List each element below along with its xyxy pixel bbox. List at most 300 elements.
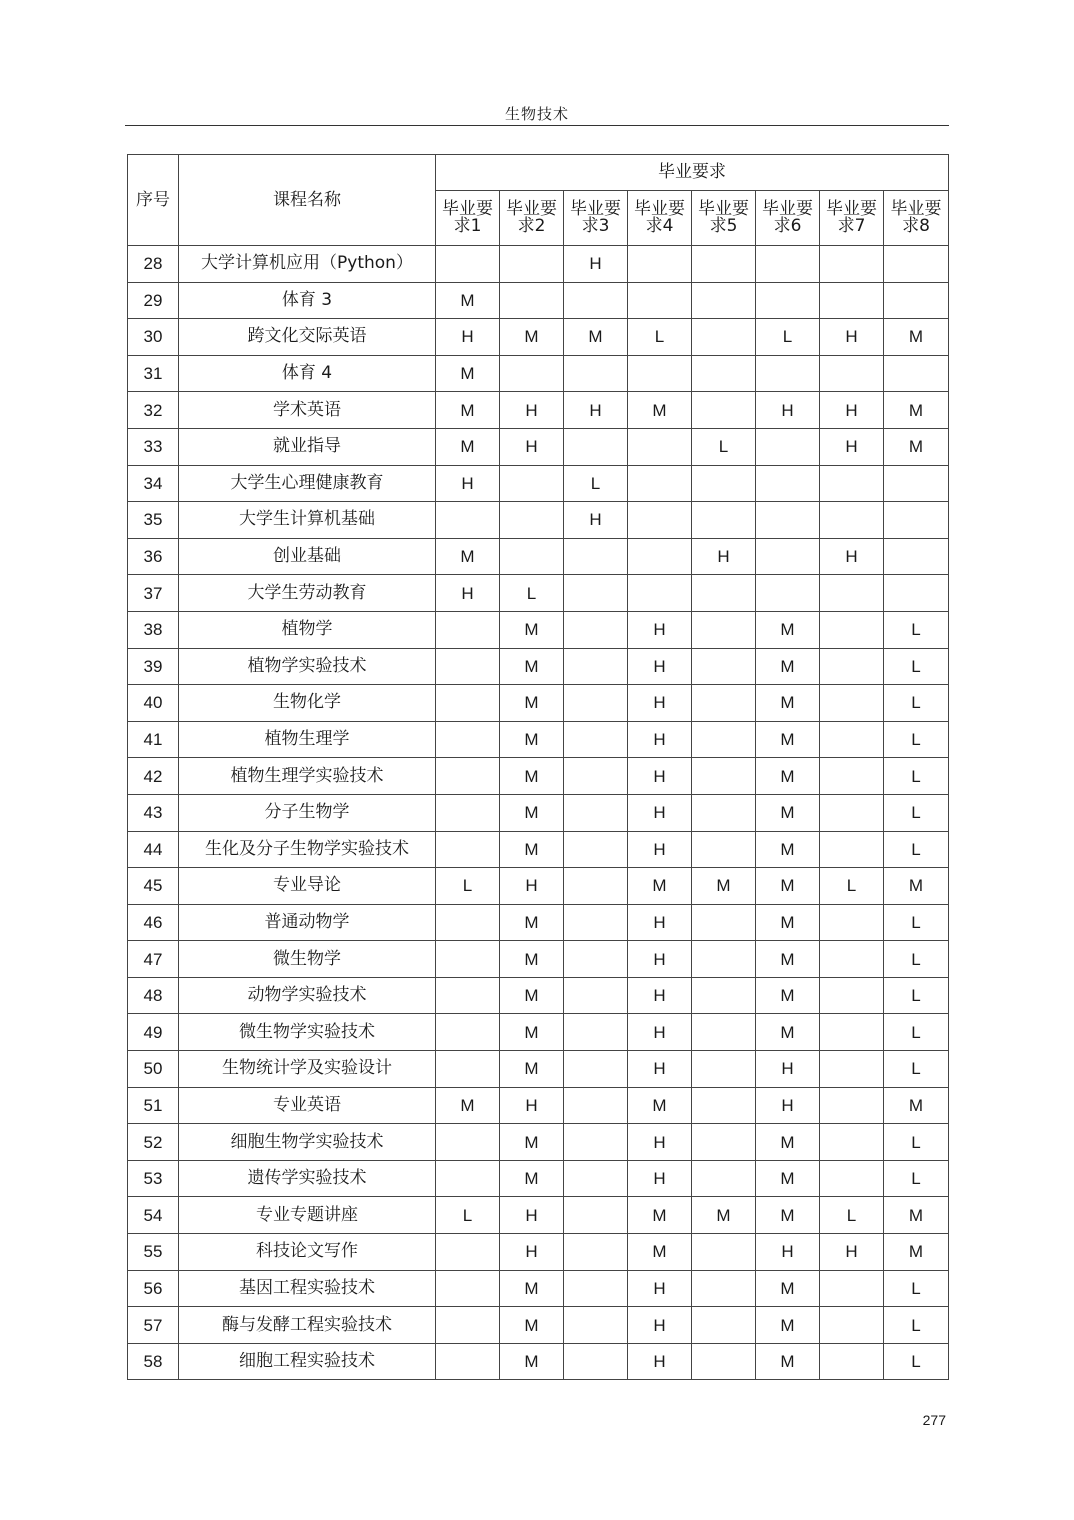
requirement-level-cell: M: [756, 685, 820, 722]
row-index: 36: [128, 538, 179, 575]
requirement-level-cell: [628, 502, 692, 539]
requirement-level-cell: [436, 1234, 500, 1271]
requirement-level-cell: L: [820, 868, 884, 905]
table-row: [128, 1160, 949, 1197]
requirement-level-cell: L: [884, 794, 949, 831]
requirement-level-cell: [500, 502, 564, 539]
requirement-level-cell: [436, 977, 500, 1014]
running-header-title: 生物技术: [504, 105, 569, 123]
requirement-level-cell: H: [628, 611, 692, 648]
table-row: [128, 355, 949, 392]
requirement-level-cell: [820, 282, 884, 319]
requirement-level-cell: M: [436, 1087, 500, 1124]
requirement-level-cell: [564, 941, 628, 978]
header-requirement-3: 毕业要求3: [564, 191, 628, 246]
requirement-level-cell: M: [884, 1234, 949, 1271]
requirement-level-cell: L: [436, 868, 500, 905]
requirement-level-cell: L: [884, 1270, 949, 1307]
course-name: 体育 4: [179, 355, 436, 392]
requirement-level-cell: [692, 1160, 756, 1197]
requirement-level-cell: [628, 246, 692, 283]
requirement-level-cell: H: [500, 392, 564, 429]
table-row: [128, 1307, 949, 1344]
requirement-level-cell: [884, 246, 949, 283]
requirement-level-cell: [820, 1014, 884, 1051]
course-name: 植物生理学: [179, 721, 436, 758]
requirement-level-cell: [692, 502, 756, 539]
requirement-level-cell: [692, 1014, 756, 1051]
requirement-level-cell: L: [884, 685, 949, 722]
course-name: 微生物学实验技术: [179, 1014, 436, 1051]
requirement-level-cell: L: [884, 1051, 949, 1088]
requirement-level-cell: M: [756, 794, 820, 831]
requirement-level-cell: [564, 611, 628, 648]
requirement-level-cell: M: [628, 1234, 692, 1271]
table-row: [128, 1014, 949, 1051]
requirement-level-cell: [436, 1270, 500, 1307]
header-course-name: 课程名称: [179, 155, 436, 246]
header-requirement-8: 毕业要求8: [884, 191, 949, 246]
requirement-level-cell: M: [756, 1014, 820, 1051]
requirement-level-cell: L: [884, 1307, 949, 1344]
requirement-level-cell: H: [628, 941, 692, 978]
header-requirement-4: 毕业要求4: [628, 191, 692, 246]
requirement-level-cell: M: [884, 1087, 949, 1124]
requirement-level-cell: [820, 246, 884, 283]
requirement-level-cell: M: [500, 1160, 564, 1197]
table-row: [128, 868, 949, 905]
requirement-level-cell: M: [756, 1197, 820, 1234]
requirement-level-cell: M: [756, 721, 820, 758]
requirement-level-cell: [820, 758, 884, 795]
row-index: 53: [128, 1160, 179, 1197]
requirement-level-cell: H: [436, 465, 500, 502]
requirement-level-cell: M: [756, 1124, 820, 1161]
requirement-level-cell: [436, 246, 500, 283]
requirement-level-cell: M: [436, 428, 500, 465]
requirement-level-cell: [564, 868, 628, 905]
course-name: 植物学: [179, 611, 436, 648]
requirement-level-cell: [884, 502, 949, 539]
table-body: [128, 246, 949, 1380]
requirement-level-cell: [692, 1343, 756, 1380]
requirement-level-cell: [564, 1343, 628, 1380]
requirement-level-cell: H: [820, 392, 884, 429]
requirement-level-cell: [436, 904, 500, 941]
requirement-level-cell: M: [628, 868, 692, 905]
requirement-level-cell: [500, 465, 564, 502]
course-name: 专业英语: [179, 1087, 436, 1124]
requirement-level-cell: [692, 611, 756, 648]
requirement-level-cell: L: [756, 319, 820, 356]
row-index: 28: [128, 246, 179, 283]
requirement-level-cell: H: [820, 538, 884, 575]
requirement-level-cell: H: [628, 1160, 692, 1197]
row-index: 35: [128, 502, 179, 539]
requirement-level-cell: [628, 575, 692, 612]
requirement-level-cell: L: [884, 941, 949, 978]
requirement-level-cell: M: [628, 1197, 692, 1234]
course-name: 遗传学实验技术: [179, 1160, 436, 1197]
requirement-level-cell: H: [564, 246, 628, 283]
row-index: 43: [128, 794, 179, 831]
course-name: 生化及分子生物学实验技术: [179, 831, 436, 868]
requirement-level-cell: [564, 1160, 628, 1197]
requirement-level-cell: [628, 428, 692, 465]
requirement-level-cell: M: [500, 904, 564, 941]
requirement-level-cell: M: [500, 1014, 564, 1051]
row-index: 37: [128, 575, 179, 612]
requirement-level-cell: H: [628, 721, 692, 758]
requirement-level-cell: [820, 355, 884, 392]
requirement-level-cell: L: [500, 575, 564, 612]
requirement-level-cell: [436, 831, 500, 868]
requirement-level-cell: M: [756, 941, 820, 978]
requirement-level-cell: L: [884, 904, 949, 941]
requirement-level-cell: H: [628, 794, 692, 831]
row-index: 31: [128, 355, 179, 392]
row-index: 45: [128, 868, 179, 905]
table-row: [128, 1270, 949, 1307]
requirement-level-cell: H: [564, 392, 628, 429]
requirement-level-cell: L: [884, 1343, 949, 1380]
requirement-level-cell: [756, 538, 820, 575]
requirement-level-cell: M: [628, 392, 692, 429]
table-row: [128, 1087, 949, 1124]
header-requirement-7: 毕业要求7: [820, 191, 884, 246]
requirement-level-cell: [564, 831, 628, 868]
row-index: 29: [128, 282, 179, 319]
course-name: 分子生物学: [179, 794, 436, 831]
table-row: [128, 977, 949, 1014]
requirement-level-cell: [692, 1307, 756, 1344]
course-name: 专业导论: [179, 868, 436, 905]
requirement-level-cell: [692, 904, 756, 941]
table-row: [128, 758, 949, 795]
header-requirement-1: 毕业要求1: [436, 191, 500, 246]
requirement-level-cell: [756, 465, 820, 502]
course-name: 跨文化交际英语: [179, 319, 436, 356]
requirement-level-cell: H: [628, 1124, 692, 1161]
table-row: [128, 502, 949, 539]
requirement-level-cell: H: [500, 1087, 564, 1124]
header-requirement-2: 毕业要求2: [500, 191, 564, 246]
requirement-level-cell: M: [500, 1343, 564, 1380]
requirement-level-cell: [564, 685, 628, 722]
requirement-level-cell: [564, 794, 628, 831]
requirement-level-cell: M: [500, 977, 564, 1014]
requirement-level-cell: M: [500, 831, 564, 868]
course-name: 细胞工程实验技术: [179, 1343, 436, 1380]
requirement-level-cell: [884, 282, 949, 319]
requirement-level-cell: [692, 1051, 756, 1088]
requirement-level-cell: [756, 246, 820, 283]
table-row: [128, 685, 949, 722]
requirement-level-cell: [756, 282, 820, 319]
row-index: 32: [128, 392, 179, 429]
row-index: 34: [128, 465, 179, 502]
requirement-level-cell: [820, 1343, 884, 1380]
course-name: 植物生理学实验技术: [179, 758, 436, 795]
course-name: 微生物学: [179, 941, 436, 978]
requirement-level-cell: M: [756, 977, 820, 1014]
course-name: 大学生心理健康教育: [179, 465, 436, 502]
requirement-level-cell: H: [628, 1343, 692, 1380]
row-index: 44: [128, 831, 179, 868]
table-row: [128, 941, 949, 978]
requirement-level-cell: [564, 721, 628, 758]
requirement-level-cell: [820, 465, 884, 502]
table-row: [128, 1234, 949, 1271]
row-index: 41: [128, 721, 179, 758]
course-name: 创业基础: [179, 538, 436, 575]
requirement-level-cell: [820, 611, 884, 648]
requirement-level-cell: M: [500, 611, 564, 648]
requirement-level-cell: H: [628, 1014, 692, 1051]
requirement-level-cell: [884, 355, 949, 392]
requirement-level-cell: M: [756, 868, 820, 905]
requirement-level-cell: [436, 502, 500, 539]
row-index: 46: [128, 904, 179, 941]
requirement-level-cell: [692, 1087, 756, 1124]
course-name: 植物学实验技术: [179, 648, 436, 685]
row-index: 50: [128, 1051, 179, 1088]
requirement-level-cell: [564, 355, 628, 392]
requirement-level-cell: L: [884, 611, 949, 648]
table-row: [128, 1343, 949, 1380]
row-index: 58: [128, 1343, 179, 1380]
requirement-level-cell: [628, 355, 692, 392]
requirement-level-cell: L: [884, 758, 949, 795]
requirement-level-cell: [564, 977, 628, 1014]
requirement-level-cell: [692, 685, 756, 722]
table-header: [128, 155, 949, 246]
table-row: [128, 538, 949, 575]
requirement-level-cell: M: [500, 1051, 564, 1088]
requirement-level-cell: H: [500, 868, 564, 905]
requirement-level-cell: [436, 1051, 500, 1088]
requirement-level-cell: M: [436, 355, 500, 392]
requirement-level-cell: [756, 502, 820, 539]
header-requirement-6: 毕业要求6: [756, 191, 820, 246]
row-index: 42: [128, 758, 179, 795]
requirement-level-cell: [564, 1124, 628, 1161]
requirement-level-cell: H: [628, 1270, 692, 1307]
course-name: 大学计算机应用（Python）: [179, 246, 436, 283]
row-index: 38: [128, 611, 179, 648]
table-row: [128, 1197, 949, 1234]
course-name: 就业指导: [179, 428, 436, 465]
requirement-level-cell: [564, 428, 628, 465]
requirement-level-cell: M: [884, 319, 949, 356]
requirement-level-cell: [884, 465, 949, 502]
requirement-level-cell: H: [628, 685, 692, 722]
course-name: 基因工程实验技术: [179, 1270, 436, 1307]
requirement-level-cell: [756, 428, 820, 465]
course-name: 生物统计学及实验设计: [179, 1051, 436, 1088]
course-name: 专业专题讲座: [179, 1197, 436, 1234]
requirement-level-cell: M: [884, 428, 949, 465]
requirement-level-cell: [436, 1124, 500, 1161]
requirement-level-cell: [820, 685, 884, 722]
requirement-level-cell: [436, 1343, 500, 1380]
requirement-level-cell: M: [500, 1124, 564, 1161]
requirement-level-cell: H: [820, 428, 884, 465]
header-graduation-requirements: 毕业要求: [436, 155, 949, 191]
requirement-level-cell: H: [436, 575, 500, 612]
requirement-level-cell: [436, 1014, 500, 1051]
table-row: [128, 1124, 949, 1161]
requirement-level-cell: H: [756, 1087, 820, 1124]
requirement-level-cell: [692, 794, 756, 831]
requirement-level-cell: M: [500, 319, 564, 356]
requirement-level-cell: [564, 1014, 628, 1051]
requirement-level-cell: L: [884, 977, 949, 1014]
requirement-level-cell: M: [564, 319, 628, 356]
requirement-level-cell: [564, 282, 628, 319]
requirement-level-cell: [692, 355, 756, 392]
course-name: 普通动物学: [179, 904, 436, 941]
requirement-level-cell: [564, 1087, 628, 1124]
requirement-level-cell: [820, 721, 884, 758]
page-number: 277: [922, 1412, 946, 1428]
requirement-level-cell: [692, 1124, 756, 1161]
table-row: [128, 611, 949, 648]
requirement-level-cell: M: [756, 648, 820, 685]
course-name: 生物化学: [179, 685, 436, 722]
table-row: [128, 465, 949, 502]
requirement-level-cell: M: [500, 685, 564, 722]
requirement-level-cell: [884, 538, 949, 575]
requirement-level-cell: [692, 392, 756, 429]
requirement-level-cell: L: [884, 648, 949, 685]
requirement-level-cell: M: [500, 648, 564, 685]
requirement-level-cell: H: [500, 1234, 564, 1271]
requirement-level-cell: [692, 319, 756, 356]
requirement-level-cell: L: [884, 1124, 949, 1161]
requirement-level-cell: [628, 282, 692, 319]
header-requirement-5: 毕业要求5: [692, 191, 756, 246]
table-row: [128, 428, 949, 465]
requirement-level-cell: [436, 648, 500, 685]
requirement-level-cell: L: [564, 465, 628, 502]
requirement-level-cell: [564, 1051, 628, 1088]
requirement-level-cell: M: [500, 1307, 564, 1344]
requirement-level-cell: M: [756, 1307, 820, 1344]
requirement-level-cell: L: [884, 721, 949, 758]
table-row: [128, 648, 949, 685]
requirement-level-cell: M: [628, 1087, 692, 1124]
requirement-level-cell: [756, 575, 820, 612]
requirement-level-cell: L: [628, 319, 692, 356]
course-name: 大学生劳动教育: [179, 575, 436, 612]
requirement-level-cell: H: [500, 1197, 564, 1234]
requirement-level-cell: [564, 575, 628, 612]
requirement-level-cell: [820, 794, 884, 831]
course-name: 大学生计算机基础: [179, 502, 436, 539]
requirement-level-cell: L: [692, 428, 756, 465]
requirement-level-cell: [500, 355, 564, 392]
row-index: 56: [128, 1270, 179, 1307]
requirement-level-cell: H: [628, 977, 692, 1014]
row-index: 33: [128, 428, 179, 465]
requirement-level-cell: [436, 721, 500, 758]
row-index: 47: [128, 941, 179, 978]
requirement-level-cell: [820, 977, 884, 1014]
table-row: [128, 282, 949, 319]
table-row: [128, 904, 949, 941]
row-index: 40: [128, 685, 179, 722]
course-name: 细胞生物学实验技术: [179, 1124, 436, 1161]
course-name: 体育 3: [179, 282, 436, 319]
requirement-level-cell: M: [756, 1270, 820, 1307]
table-row: [128, 319, 949, 356]
requirement-level-cell: [436, 794, 500, 831]
requirement-level-cell: M: [500, 941, 564, 978]
header-divider: [125, 125, 949, 126]
requirement-level-cell: [692, 575, 756, 612]
requirement-level-cell: [564, 758, 628, 795]
course-requirement-matrix: [127, 154, 949, 1380]
requirement-level-cell: [820, 831, 884, 868]
requirement-level-cell: [692, 465, 756, 502]
table-row: [128, 246, 949, 283]
requirement-level-cell: [692, 1234, 756, 1271]
table-row: [128, 831, 949, 868]
requirement-level-cell: M: [500, 758, 564, 795]
row-index: 30: [128, 319, 179, 356]
requirement-level-cell: M: [436, 538, 500, 575]
row-index: 55: [128, 1234, 179, 1271]
requirement-level-cell: M: [756, 611, 820, 648]
requirement-level-cell: H: [628, 758, 692, 795]
requirement-level-cell: [628, 465, 692, 502]
table-row: [128, 575, 949, 612]
requirement-level-cell: [692, 282, 756, 319]
requirement-level-cell: M: [436, 282, 500, 319]
requirement-level-cell: M: [884, 392, 949, 429]
requirement-level-cell: [564, 904, 628, 941]
requirement-level-cell: [820, 648, 884, 685]
requirement-level-cell: M: [500, 794, 564, 831]
course-name: 学术英语: [179, 392, 436, 429]
requirement-level-cell: H: [564, 502, 628, 539]
requirement-level-cell: M: [884, 1197, 949, 1234]
requirement-level-cell: H: [628, 831, 692, 868]
requirement-level-cell: [692, 648, 756, 685]
table-row: [128, 1051, 949, 1088]
requirement-level-cell: M: [756, 758, 820, 795]
requirement-level-cell: [820, 1124, 884, 1161]
requirement-level-cell: [500, 538, 564, 575]
requirement-level-cell: [500, 282, 564, 319]
course-name: 科技论文写作: [179, 1234, 436, 1271]
requirement-level-cell: M: [692, 1197, 756, 1234]
requirement-level-cell: [564, 538, 628, 575]
row-index: 52: [128, 1124, 179, 1161]
requirement-level-cell: M: [884, 868, 949, 905]
table-row: [128, 721, 949, 758]
requirement-level-cell: L: [820, 1197, 884, 1234]
requirement-level-cell: [692, 246, 756, 283]
table-row: [128, 392, 949, 429]
requirement-level-cell: [820, 502, 884, 539]
requirement-level-cell: M: [692, 868, 756, 905]
requirement-level-cell: [692, 941, 756, 978]
requirement-level-cell: [692, 831, 756, 868]
row-index: 54: [128, 1197, 179, 1234]
requirement-level-cell: [692, 721, 756, 758]
